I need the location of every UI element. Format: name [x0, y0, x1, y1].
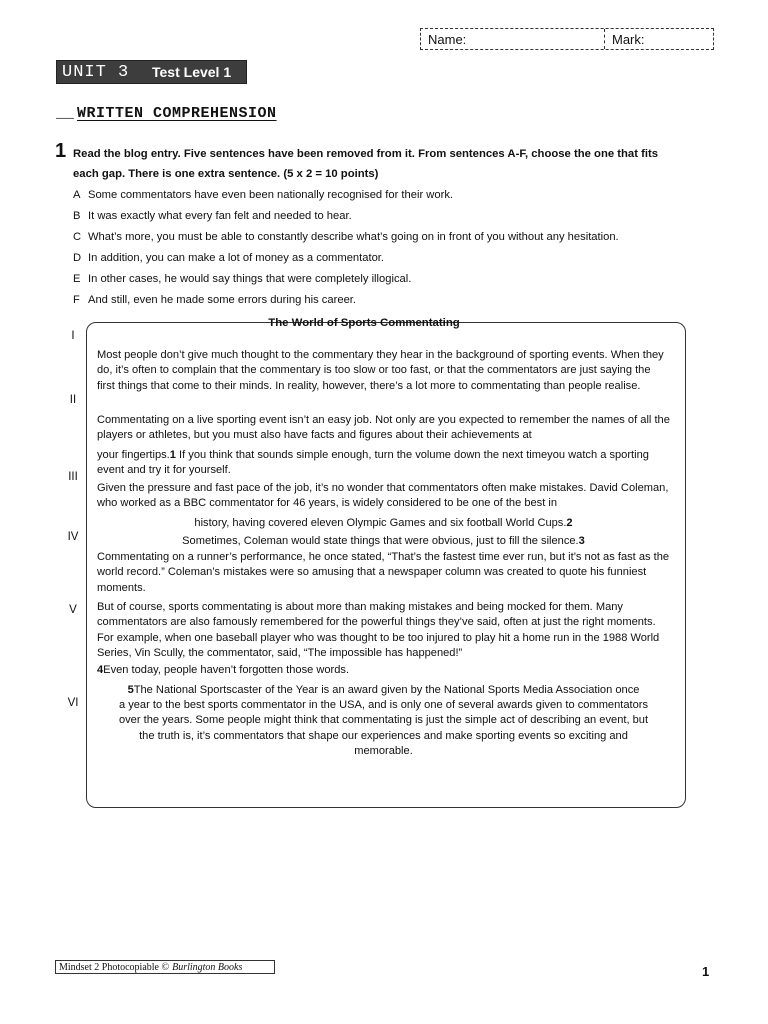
answer-marker-vi: VI: [67, 697, 79, 709]
unit-label: UNIT 3: [62, 62, 130, 82]
section-dash: __: [56, 105, 75, 122]
mark-field[interactable]: [605, 29, 713, 49]
gap-1: 1: [169, 449, 176, 461]
copyright-text: Mindset 2 Photocopiable ©: [59, 961, 170, 973]
blog-paragraph-3-line2: [97, 534, 670, 549]
gap-5: 5: [127, 684, 134, 696]
mark-label: Mark:: [612, 31, 645, 47]
option-letter: A: [73, 188, 81, 201]
option-letter: D: [73, 251, 82, 264]
option-d: [73, 247, 693, 268]
answer-marker-ii: II: [69, 394, 77, 406]
page-number: 1: [702, 964, 710, 979]
answer-marker-iv: IV: [67, 531, 79, 543]
blog-paragraph-4-cont: [97, 663, 670, 678]
question-number: 1: [55, 140, 67, 162]
blog-text: Even today, people haven’t forgotten those words.: [103, 664, 350, 676]
option-b: [73, 205, 693, 226]
option-letter: E: [73, 272, 81, 285]
option-f: [73, 289, 693, 310]
blog-paragraph-3-line: [97, 516, 670, 531]
blog-paragraph-2-cont: [97, 448, 670, 479]
name-label: Name:: [428, 31, 467, 47]
section-heading: [56, 105, 277, 122]
option-c: [73, 226, 693, 247]
blog-paragraph-2: Commentating on a live sporting event isn’t an easy job. Not only are you expected to remember the names of all the players or athletes, but you must also have facts and figures about their achievements at: [97, 414, 670, 442]
blog-text: The National Sportscaster of the Year is an award given by the National Sports Media Association once: [133, 684, 640, 696]
option-text: Some commentators have even been nationally recognised for their work.: [88, 188, 454, 201]
gap-3: 3: [578, 535, 585, 547]
blog-paragraph-3-cont: Commentating on a runner’s performance, he once stated, “That’s the fastest time ever run, but it’s not as fast as the world record.” Coleman’s mistakes were so amusing that a newspaper column was created to quote his funniest moments.: [97, 551, 670, 594]
blog-paragraph-4: But of course, sports commentating is about more than making mistakes and being mocked for them. Many commentators are also famously remembered for the powerful things they’ve said, often at just the right moments. For example, when one baseball player who was thought to be too injured to play hit a home run in the 1988 World Series, Vin Scully, the commentator, said, “The impossible has happened!”: [97, 601, 660, 659]
blog-text: Sometimes, Coleman would state things that were obvious, just to fill the silence.: [182, 535, 579, 547]
option-text: What’s more, you must be able to constantly describe what’s going on in front of you without any hesitation.: [88, 230, 619, 243]
blog-paragraph-3: Given the pressure and fast pace of the job, it’s no wonder that commentators often make mistakes. David Coleman, who worked as a BBC commentator for 46 years, is widely considered to be one of the best in: [97, 482, 669, 510]
gap-2: 2: [566, 517, 573, 529]
option-text: It was exactly what every fan felt and needed to hear.: [88, 209, 352, 222]
blog-title: The World of Sports Commentating: [268, 317, 460, 329]
blog-paragraph-5-cont: a year to the best sports commentator in the USA, and is only one of several awards given to commentators over the years. Some people might think that commentating is just the simple act of describing an event, but the truth is, it’s commentators that shape our experiences and make sporting events so exciting and memorable.: [118, 699, 649, 757]
answer-marker-i: I: [71, 330, 75, 342]
option-e: [73, 268, 693, 289]
answer-marker-v: V: [69, 604, 77, 616]
footer-copyright: [55, 960, 275, 974]
section-title: WRITTEN COMPREHENSION: [77, 105, 277, 122]
blog-text: history, having covered eleven Olympic Games and six football World Cups.: [194, 517, 567, 529]
unit-banner: [56, 60, 247, 84]
option-list: [73, 184, 693, 310]
option-letter: B: [73, 209, 81, 222]
option-text: And still, even he made some errors during his career.: [88, 293, 357, 306]
gap-4: 4: [97, 664, 104, 676]
blog-text: your fingertips.: [97, 449, 170, 461]
blog-paragraph-5: [97, 683, 670, 698]
name-field[interactable]: [421, 29, 605, 49]
answer-marker-iii: III: [68, 471, 78, 483]
option-text: In other cases, he would say things that were completely illogical.: [88, 272, 412, 285]
option-letter: F: [73, 293, 80, 306]
publisher-name: Burlington Books: [172, 961, 243, 973]
option-letter: C: [73, 230, 82, 243]
option-a: [73, 184, 693, 205]
option-text: In addition, you can make a lot of money as a commentator.: [88, 251, 385, 264]
blog-text: If you think that sounds simple enough, turn the volume down the next timeyou watch a sporting event and try it for yourself.: [97, 449, 649, 477]
test-level-label: Test Level 1: [152, 64, 232, 80]
question-instruction: Read the blog entry. Five sentences have been removed from it. From sentences A-F, choose the one that fits each gap. There is one extra sentence. (5 x 2 = 10 points): [73, 148, 659, 180]
name-mark-box: [420, 28, 714, 50]
blog-paragraph-1: Most people don’t give much thought to the commentary they hear in the background of sporting events. When they do, it’s often to complain that the commentary is too slow or too fast, or that the commentators are just saying the first things that come to their minds. In reality, however, there’s a lot more to commentating than people realise.: [97, 349, 664, 392]
